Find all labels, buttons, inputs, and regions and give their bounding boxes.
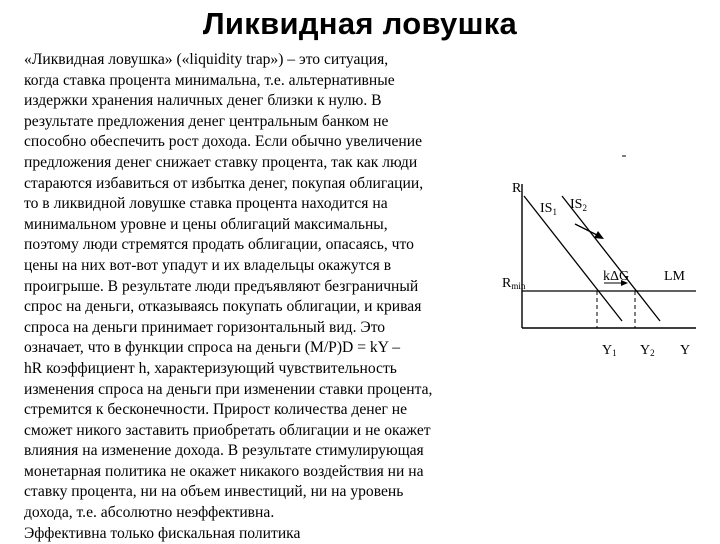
text-line: изменения спроса на деньги при изменении ставки процента, — [24, 380, 433, 398]
text-line: когда ставка процента минимальна, т.е. альтернативные — [24, 71, 395, 89]
text-line: ставку процента, ни на объем инвестиций, ни на уровень — [24, 483, 404, 501]
text-line: означает, что в функции спроса на деньги (M/P)D = kY – — [24, 339, 401, 357]
text-line: проигрыше. В результате люди предъявляют безграничный — [24, 277, 419, 295]
text-line: сможет никого заставить приобретать облигации и не окажет — [24, 421, 431, 439]
shift-arrowhead — [594, 231, 604, 239]
text-line: предложения денег снижает ставку процента, так как люди — [24, 153, 418, 171]
text-line: влияния на изменение дохода. В результате стимулирующая — [24, 442, 424, 460]
text-line: минимальном уровне и цены облигаций максимальны, — [24, 215, 388, 233]
text-line: Эффективна только фискальная политика — [24, 524, 301, 542]
text-line: «Ликвидная ловушка» («liquidity trap») – это ситуация, — [24, 51, 389, 68]
is2-label: $IS_2$ — [570, 197, 587, 213]
x-axis-label: Y — [680, 343, 691, 358]
lm-label: LM — [664, 269, 685, 284]
text-line: спрос на деньги, отказываясь покупать облигации, и кривая — [24, 298, 422, 316]
text-line: способно обеспечить рост дохода. Если обычно увеличение — [24, 133, 423, 151]
text-line: поэтому люди стремятся продать облигации, опасаясь, что — [24, 236, 414, 254]
text-line: стараются избавиться от избытка денег, покупая облигации, — [24, 174, 424, 192]
islm-liquidity-trap-diagram — [500, 140, 710, 370]
text-line: спроса на деньги принимает горизонтальный вид. Это — [24, 318, 386, 336]
text-line: то в ликвидной ловушке ставка процента находится на — [24, 195, 388, 213]
is1-label: $IS_1$ — [540, 201, 557, 217]
is1-curve — [524, 196, 622, 321]
kdg-label: kΔG — [603, 269, 630, 284]
rmin-label: Rmin — [502, 276, 526, 291]
text-line: монетарная политика не окажет никакого воздействия ни на — [24, 462, 424, 480]
text-line: цены на них вот-вот упадут и их владельцы окажутся в — [24, 256, 392, 274]
text-line: дохода, т.е. абсолютно неэффективна. — [24, 504, 275, 522]
text-line: стремится к бесконечности. Прирост количества денег не — [24, 401, 408, 419]
is2-curve — [562, 196, 660, 321]
slide-title: Ликвидная ловушка — [202, 6, 518, 41]
y2-label: Y2 — [640, 343, 655, 358]
body-paragraph — [24, 50, 504, 544]
text-line: hR коэффициент h, характеризующий чувствительность — [24, 359, 397, 377]
y-axis-label: R — [512, 181, 522, 196]
text-line: издержки хранения наличных денег близки к нулю. В — [24, 92, 382, 110]
text-line: результате предложения денег центральным банком не — [24, 112, 389, 130]
y1-label: Y1 — [602, 343, 617, 358]
